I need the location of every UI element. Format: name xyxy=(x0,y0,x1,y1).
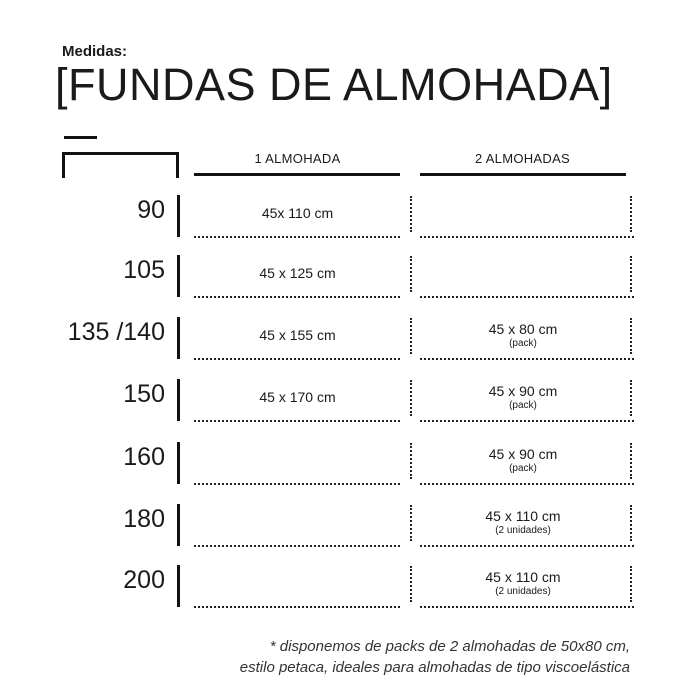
bed-frame-icon xyxy=(62,152,179,178)
cell-2-almohadas-note: (pack) xyxy=(509,463,537,474)
row-dotted-side xyxy=(630,196,632,232)
row-dotted-underline xyxy=(420,358,634,360)
row-dotted-side xyxy=(410,566,412,602)
row-dotted-side xyxy=(410,505,412,541)
cell-2-almohadas xyxy=(412,569,634,597)
row-dotted-side xyxy=(630,566,632,602)
row-divider-bar xyxy=(177,504,180,546)
footnote-line-2: estilo petaca, ideales para almohadas de tipo viscoelástica xyxy=(239,659,630,676)
cell-2-almohadas xyxy=(412,199,634,200)
footnote-line-1: * disponemos de packs de 2 almohadas de 50x80 cm, xyxy=(269,638,630,655)
row-dotted-underline xyxy=(420,606,634,608)
cell-2-almohadas-note: (pack) xyxy=(509,338,537,349)
row-size-label: 150 xyxy=(123,380,165,408)
cell-2-almohadas xyxy=(412,259,634,260)
row-dotted-underline xyxy=(420,236,634,238)
row-size-label: 160 xyxy=(123,443,165,471)
cell-2-almohadas xyxy=(412,383,634,411)
column-header-1-almohada: 1 ALMOHADA xyxy=(254,151,341,166)
row-dotted-underline xyxy=(420,483,634,485)
row-size-label: 90 xyxy=(137,196,165,224)
row-dotted-underline xyxy=(420,420,634,422)
row-dotted-underline xyxy=(194,483,400,485)
row-dotted-side xyxy=(410,318,412,354)
row-dotted-underline xyxy=(420,545,634,547)
row-size-label: 180 xyxy=(123,505,165,533)
row-dotted-underline xyxy=(194,420,400,422)
cell-2-almohadas xyxy=(412,446,634,474)
row-dotted-side xyxy=(630,505,632,541)
row-size-label: 135 /140 xyxy=(67,318,165,346)
page-title: [FUNDAS DE ALMOHADA] xyxy=(55,59,613,110)
row-dotted-side xyxy=(410,443,412,479)
row-dotted-underline xyxy=(420,296,634,298)
column-header-underline xyxy=(420,173,626,176)
medidas-label: Medidas: xyxy=(62,43,128,60)
row-divider-bar xyxy=(177,255,180,297)
column-header-2-almohadas: 2 ALMOHADAS xyxy=(474,151,571,166)
dash-icon xyxy=(64,136,97,139)
row-divider-bar xyxy=(177,195,180,237)
cell-2-almohadas-note: (pack) xyxy=(509,400,537,411)
cell-2-almohadas-size: 45 x 110 cm xyxy=(485,569,561,585)
row-divider-bar xyxy=(177,379,180,421)
cell-1-almohada: 45 x 155 cm xyxy=(259,327,336,343)
row-divider-bar xyxy=(177,317,180,359)
row-dotted-side xyxy=(410,256,412,292)
row-dotted-underline xyxy=(194,606,400,608)
row-size-label: 200 xyxy=(123,566,165,594)
cell-2-almohadas-note: (2 unidades) xyxy=(495,525,551,536)
row-dotted-underline xyxy=(194,358,400,360)
row-size-label: 105 xyxy=(123,256,165,284)
row-dotted-side xyxy=(630,443,632,479)
cell-1-almohada: 45x 110 cm xyxy=(261,205,334,221)
cell-2-almohadas-note: (2 unidades) xyxy=(495,586,551,597)
footnote xyxy=(240,636,630,678)
row-dotted-side xyxy=(630,380,632,416)
column-header-underline xyxy=(194,173,400,176)
row-dotted-side xyxy=(630,256,632,292)
cell-2-almohadas-size: 45 x 80 cm xyxy=(488,321,558,337)
cell-1-almohada: 45 x 125 cm xyxy=(259,265,336,281)
row-dotted-underline xyxy=(194,545,400,547)
cell-2-almohadas-size: 45 x 90 cm xyxy=(488,383,558,399)
cell-2-almohadas xyxy=(412,508,634,536)
cell-2-almohadas-size: 45 x 110 cm xyxy=(485,508,561,524)
row-dotted-side xyxy=(630,318,632,354)
row-dotted-side xyxy=(410,196,412,232)
row-dotted-underline xyxy=(194,296,400,298)
cell-2-almohadas-size: 45 x 90 cm xyxy=(488,446,558,462)
row-divider-bar xyxy=(177,565,180,607)
row-dotted-side xyxy=(410,380,412,416)
cell-1-almohada: 45 x 170 cm xyxy=(259,389,336,405)
row-dotted-underline xyxy=(194,236,400,238)
row-divider-bar xyxy=(177,442,180,484)
cell-2-almohadas xyxy=(412,321,634,349)
